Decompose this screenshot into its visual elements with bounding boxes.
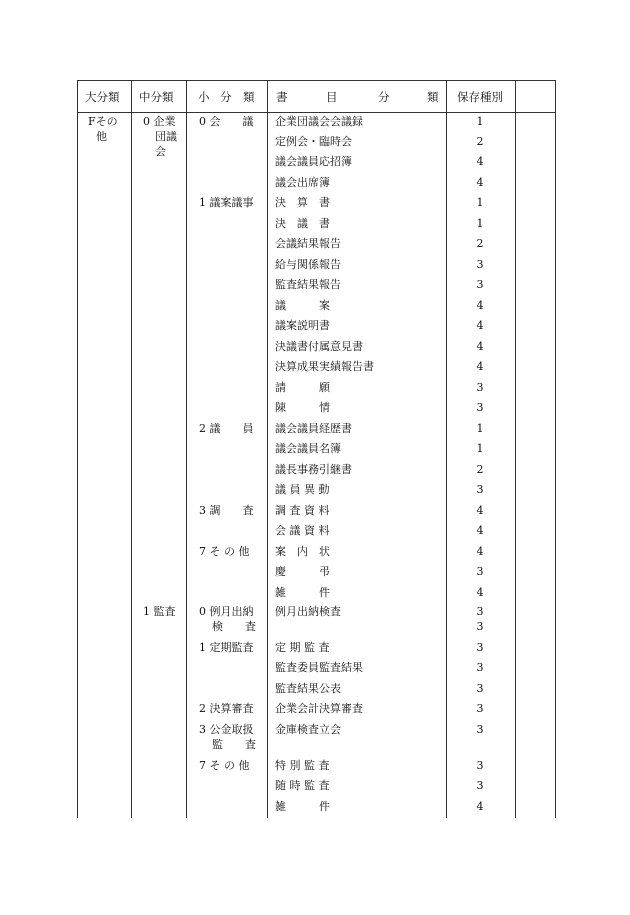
chu-bunrui-kigyodan-gikai: 0 企業 <box>143 115 176 128</box>
hozon-shubetsu-value: 1 <box>476 422 484 435</box>
hozon-shubetsu-value: 4 <box>476 504 484 517</box>
column-divider <box>77 80 78 818</box>
shomoku-item: 会議結果報告 <box>275 237 341 250</box>
shomoku-item: 議 員 異 動 <box>275 483 330 496</box>
shomoku-item: 監査結果公表 <box>275 682 341 695</box>
hozon-shubetsu-value: 4 <box>476 524 484 537</box>
shomoku-item: 会 議 資 料 <box>275 524 330 537</box>
shomoku-item: 金庫検査立会 <box>275 723 341 736</box>
shomoku-item: 例月出納検査 <box>275 605 341 618</box>
header-dai-bunrui: 大分類 <box>85 90 120 104</box>
header-shomoku-2: 目 <box>326 90 338 104</box>
hozon-shubetsu-value: 3 <box>476 483 484 496</box>
hozon-shubetsu-value: 4 <box>476 360 484 373</box>
sho-bunrui-giin: 2 議 員 <box>199 422 254 435</box>
hozon-shubetsu-value: 1 <box>476 196 484 209</box>
header-sho-bunrui-2: 分 <box>220 90 232 104</box>
header-sho-bunrui-1: 小 <box>198 90 210 104</box>
sho-bunrui-reigetsu-suito: 0 例月出納 <box>199 605 254 618</box>
shomoku-item: 随 時 監 査 <box>275 779 330 792</box>
chu-bunrui-kigyodan-gikai-line3: 会 <box>155 145 166 158</box>
shomoku-item: 企業団議会会議録 <box>275 115 363 128</box>
sho-bunrui-kessan-shinsa: 2 決算審査 <box>199 702 254 715</box>
dai-bunrui-line2: 他 <box>96 130 107 143</box>
hozon-shubetsu-value: 4 <box>476 545 484 558</box>
shomoku-item: 給与関係報告 <box>275 258 341 271</box>
shomoku-item: 雑 件 <box>275 800 330 813</box>
hozon-shubetsu-value: 1 <box>476 217 484 230</box>
sho-bunrui-sonota: 7 そ の 他 <box>199 759 250 772</box>
hozon-shubetsu-value: 3 <box>476 702 484 715</box>
sho-bunrui-kokin-toriatsukai: 3 公金取扱 <box>199 723 254 736</box>
column-divider <box>555 80 556 818</box>
shomoku-item: 決 算 書 <box>275 196 330 209</box>
hozon-shubetsu-value: 1 <box>476 115 484 128</box>
shomoku-item: 議 案 <box>275 299 330 312</box>
hozon-shubetsu-value: 4 <box>476 319 484 332</box>
hozon-shubetsu-value: 2 <box>476 237 484 250</box>
shomoku-item: 陳 情 <box>275 401 330 414</box>
chu-bunrui-kigyodan-gikai-line2: 団議 <box>155 130 177 143</box>
hozon-shubetsu-value: 3 <box>476 258 484 271</box>
header-shomoku-1: 書 <box>276 90 288 104</box>
shomoku-item: 議長事務引継書 <box>275 463 352 476</box>
header-shomoku-3: 分 <box>378 90 390 104</box>
shomoku-item: 請 願 <box>275 381 330 394</box>
shomoku-item: 議会議員名簿 <box>275 442 341 455</box>
sho-bunrui-kaigi: 0 会 議 <box>199 115 254 128</box>
hozon-shubetsu-value: 4 <box>476 340 484 353</box>
column-divider <box>446 80 447 818</box>
shomoku-item: 決 議 書 <box>275 217 330 230</box>
sho-bunrui-chosa: 3 調 査 <box>199 504 254 517</box>
shomoku-item: 監査委員監査結果 <box>275 661 363 674</box>
hozon-shubetsu-value: 3 <box>476 620 484 633</box>
sho-bunrui-gian-giji: 1 議案議事 <box>199 196 254 209</box>
hozon-shubetsu-value: 3 <box>476 661 484 674</box>
shomoku-item: 調 査 資 料 <box>275 504 330 517</box>
shomoku-item: 慶 弔 <box>275 565 330 578</box>
hozon-shubetsu-value: 3 <box>476 759 484 772</box>
chu-bunrui-kansa: 1 監査 <box>143 605 176 618</box>
sho-bunrui-reigetsu-suito-line2: 検 査 <box>212 620 256 633</box>
column-divider <box>186 80 187 818</box>
hozon-shubetsu-value: 3 <box>476 779 484 792</box>
header-hozon-shubetsu: 保存種別 <box>457 90 503 104</box>
header-sho-bunrui-3: 類 <box>243 90 255 104</box>
column-divider <box>515 80 516 818</box>
hozon-shubetsu-value: 3 <box>476 401 484 414</box>
header-shomoku-4: 類 <box>427 90 439 104</box>
hozon-shubetsu-value: 4 <box>476 176 484 189</box>
sho-bunrui-teiki-kansa: 1 定期監査 <box>199 641 254 654</box>
shomoku-item: 決議書付属意見書 <box>275 340 363 353</box>
hozon-shubetsu-value: 3 <box>476 278 484 291</box>
hozon-shubetsu-value: 3 <box>476 605 484 618</box>
shomoku-item: 監査結果報告 <box>275 278 341 291</box>
shomoku-item: 雑 件 <box>275 586 330 599</box>
hozon-shubetsu-value: 3 <box>476 381 484 394</box>
hozon-shubetsu-value: 1 <box>476 442 484 455</box>
hozon-shubetsu-value: 2 <box>476 463 484 476</box>
hozon-shubetsu-value: 3 <box>476 723 484 736</box>
shomoku-item: 議会議員経歴書 <box>275 422 352 435</box>
hozon-shubetsu-value: 4 <box>476 586 484 599</box>
shomoku-item: 定 期 監 査 <box>275 641 330 654</box>
shomoku-item: 議会出席簿 <box>275 176 330 189</box>
header-chu-bunrui: 中分類 <box>139 90 174 104</box>
column-divider <box>131 80 132 818</box>
shomoku-item: 特 別 監 査 <box>275 759 330 772</box>
hozon-shubetsu-value: 3 <box>476 641 484 654</box>
column-divider <box>267 80 268 818</box>
hozon-shubetsu-value: 4 <box>476 800 484 813</box>
hozon-shubetsu-value: 4 <box>476 299 484 312</box>
hozon-shubetsu-value: 4 <box>476 155 484 168</box>
hozon-shubetsu-value: 3 <box>476 565 484 578</box>
shomoku-item: 案 内 状 <box>275 545 330 558</box>
shomoku-item: 決算成果実績報告書 <box>275 360 374 373</box>
hozon-shubetsu-value: 2 <box>476 135 484 148</box>
sho-bunrui-sonota: 7 そ の 他 <box>199 545 250 558</box>
dai-bunrui-line1: Fその <box>88 115 118 128</box>
shomoku-item: 企業会計決算審査 <box>275 702 363 715</box>
sho-bunrui-kokin-toriatsukai-line2: 監 査 <box>212 738 256 751</box>
hozon-shubetsu-value: 3 <box>476 682 484 695</box>
shomoku-item: 議会議員応招簿 <box>275 155 352 168</box>
shomoku-item: 議案説明書 <box>275 319 330 332</box>
shomoku-item: 定例会・臨時会 <box>275 135 352 148</box>
